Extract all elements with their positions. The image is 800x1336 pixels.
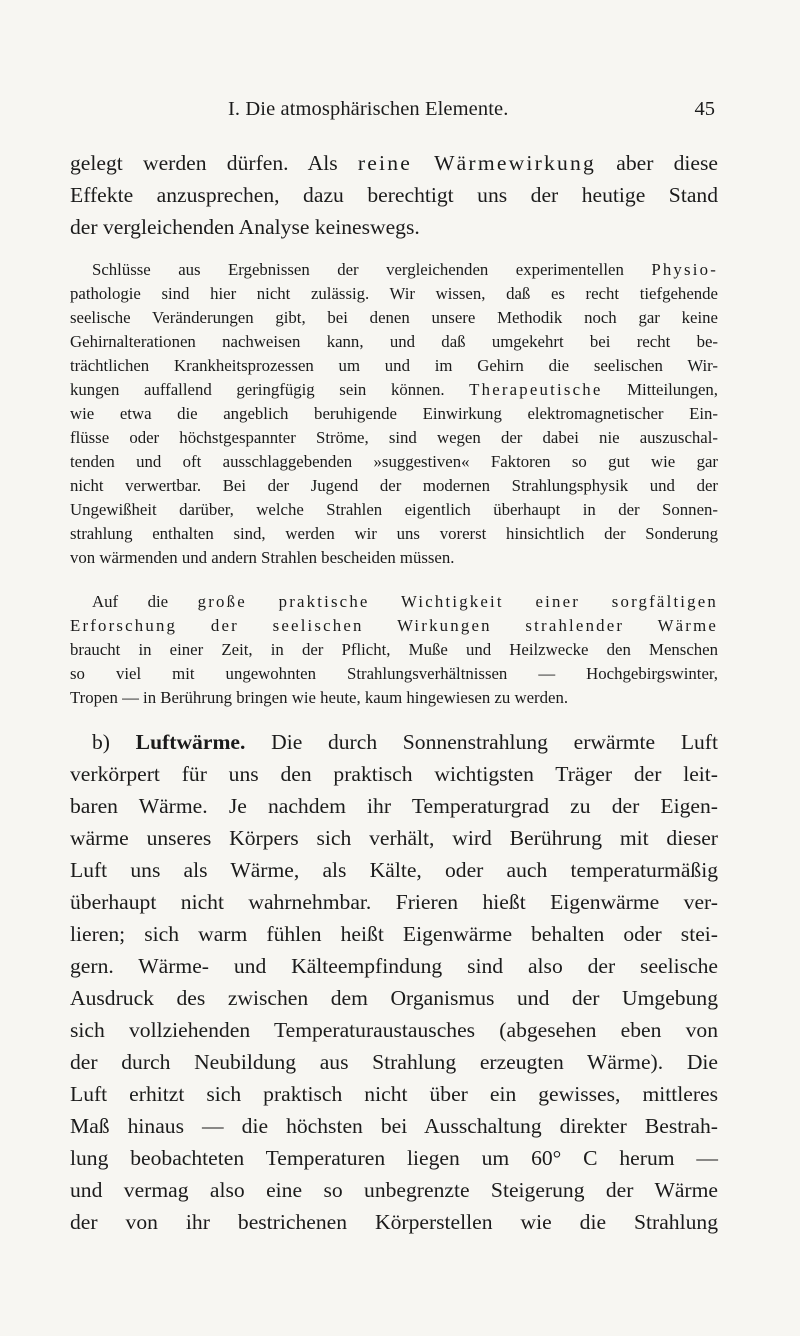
spaced-emphasis: pathologie xyxy=(70,284,141,303)
text-line: verkörpert für uns den praktisch wichtigsten Träger der leit- xyxy=(70,762,718,786)
text-line xyxy=(70,614,718,638)
spaced-emphasis: Erforschung der seelischen Wirkungen strahlender Wärme xyxy=(70,616,718,635)
text-line: wie etwa die angeblich beruhigende Einwirkung elektromagnetischer Ein- xyxy=(70,404,718,423)
paragraph-small-note-2 xyxy=(70,590,718,710)
text-line: nicht verwertbar. Bei der Jugend der modernen Strahlungsphysik und der xyxy=(70,476,718,495)
text-line: flüsse oder höchstgespannter Ströme, sind wegen der dabei nie auszuschal- xyxy=(70,428,718,447)
text-line: Auf die große praktische Wichtigkeit einer sorgfältigen xyxy=(92,592,718,611)
text-line: Gehirnalterationen nachweisen kann, und daß umgekehrt bei recht be- xyxy=(70,332,718,351)
text-line: der durch Neubildung aus Strahlung erzeugten Wärme). Die xyxy=(70,1050,718,1074)
paragraph-small-note-1 xyxy=(70,258,718,570)
text-line: b) Luftwärme. Die durch Sonnenstrahlung erwärmte Luft xyxy=(92,730,718,754)
text-line: sich vollziehenden Temperaturaustausches (abgesehen eben von xyxy=(70,1018,718,1042)
text-line: so viel mit ungewohnten Strahlungsverhältnissen — Hochgebirgswinter, xyxy=(70,664,718,683)
text-line: lung beobachteten Temperaturen liegen um 60° C herum — xyxy=(70,1146,718,1170)
running-title: I. Die atmosphärischen Elemente. xyxy=(228,98,509,120)
text-line: Ausdruck des zwischen dem Organismus und der Umgebung xyxy=(70,986,718,1010)
section-b-luftwaerme xyxy=(70,726,718,1238)
spaced-emphasis: große praktische Wichtigkeit einer sorgfältigen xyxy=(197,592,718,611)
text-line: Schlüsse aus Ergebnissen der vergleichenden experimentellen Physio- xyxy=(92,260,718,279)
text-line: Ungewißheit darüber, welche Strahlen eigentlich überhaupt in der Sonnen- xyxy=(70,500,718,519)
text-line: von wärmenden und andern Strahlen bescheiden müssen. xyxy=(70,548,455,567)
text-line: und vermag also eine so unbegrenzte Steigerung der Wärme xyxy=(70,1178,718,1202)
text-line: Luft uns als Wärme, als Kälte, oder auch temperaturmäßig xyxy=(70,858,718,882)
text-line: baren Wärme. Je nachdem ihr Temperaturgrad zu der Eigen- xyxy=(70,794,718,818)
text-line: Tropen — in Berührung bringen wie heute, kaum hingewiesen zu werden. xyxy=(70,688,569,707)
text-line: tenden und oft ausschlaggebenden »suggestiven« Faktoren so gut wie gar xyxy=(70,452,718,471)
text-line: pathologie sind hier nicht zulässig. Wir wissen, daß es recht tiefgehende xyxy=(70,284,718,303)
text-line: Effekte anzusprechen, dazu berechtigt uns der heutige Stand xyxy=(70,183,718,207)
section-heading: Luftwärme. xyxy=(135,730,246,754)
text-line: der von ihr bestrichenen Körperstellen wie die Strahlung xyxy=(70,1210,718,1234)
text-line: lieren; sich warm fühlen heißt Eigenwärme behalten oder stei- xyxy=(70,922,718,946)
text-line: trächtlichen Krankheitsprozessen um und im Gehirn die seelischen Wir- xyxy=(70,356,718,375)
text-line: kungen auffallend geringfügig sein können. Therapeutische Mitteilungen, xyxy=(70,380,718,399)
text-line: Maß hinaus — die höchsten bei Ausschaltung direkter Bestrah- xyxy=(70,1114,718,1138)
spaced-emphasis: reine Wärmewirkung xyxy=(357,151,596,175)
text-line: wärme unseres Körpers sich verhält, wird Berührung mit dieser xyxy=(70,826,718,850)
text-line: seelische Veränderungen gibt, bei denen unsere Methodik noch gar keine xyxy=(70,308,718,327)
spaced-emphasis: Therapeutische xyxy=(469,380,603,399)
paragraph-top xyxy=(70,147,718,243)
text-line: Luft erhitzt sich praktisch nicht über ein gewisses, mittleres xyxy=(70,1082,718,1106)
section-label: b) xyxy=(92,730,136,754)
text-line: braucht in einer Zeit, in der Pflicht, Muße und Heilzwecke den Menschen xyxy=(70,640,718,659)
text-line: überhaupt nicht wahrnehmbar. Frieren hießt Eigenwärme ver- xyxy=(70,890,718,914)
page-number: 45 xyxy=(694,98,715,120)
text-line: der vergleichenden Analyse keineswegs. xyxy=(70,215,420,239)
text-line: gern. Wärme- und Kälteempfindung sind also der seelische xyxy=(70,954,718,978)
text-line: strahlung enthalten sind, werden wir uns vorerst hinsichtlich der Sonderung xyxy=(70,524,718,543)
spaced-emphasis: Physio- xyxy=(651,260,718,279)
text-line: gelegt werden dürfen. Als reine Wärmewirkung aber diese xyxy=(70,151,718,175)
running-header xyxy=(0,98,800,128)
